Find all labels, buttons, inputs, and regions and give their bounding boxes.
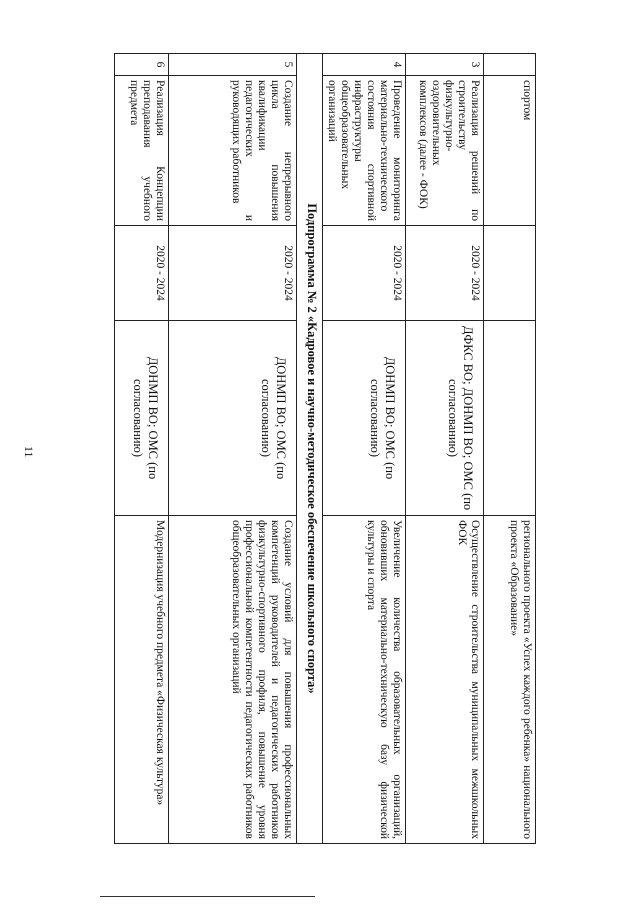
subprogram-row xyxy=(297,54,323,844)
responsible-cell: ДФКС ВО; ДОНМП ВО; ОМС (по согласованию) xyxy=(406,321,484,516)
event-cell: Создание непрерывного цикла повышения квалификации педагогических и руководящих работников xyxy=(169,76,297,226)
period-cell: 2020 - 2024 xyxy=(323,226,406,321)
row-number: 3 xyxy=(406,54,484,76)
period-cell xyxy=(484,226,536,321)
result-cell: регионального проекта «Успех каждого ребенка» национального проекта «Образование» xyxy=(484,516,536,844)
table-row xyxy=(484,54,536,844)
row-number xyxy=(484,54,536,76)
row-number: 6 xyxy=(115,54,169,76)
result-cell: Увеличение количества образовательных организаций, обновивших материально-техническую базу физической культуры и спорта xyxy=(323,516,406,844)
rotated-table-area xyxy=(96,53,536,843)
table-row xyxy=(169,54,297,844)
period-cell: 2020 - 2024 xyxy=(115,226,169,321)
row-number: 5 xyxy=(169,54,297,76)
event-cell: спортом xyxy=(484,76,536,226)
footnote-divider xyxy=(100,896,315,897)
subprogram-title: Подпрограмма № 2 «Кадровое и научно-методическое обеспечение школьного спорта» xyxy=(297,54,323,844)
event-cell: Реализация решений по строительству физкультурно-оздоровительных комплексов (далее - ФОК) xyxy=(406,76,484,226)
page-number: 11 xyxy=(22,446,36,458)
table-row xyxy=(323,54,406,844)
event-cell: Проведение мониторинга материально-технического состояния спортивной инфраструктуры общеобразовательных организаций xyxy=(323,76,406,226)
responsible-cell: ДОНМП ВО; ОМС (по согласованию) xyxy=(115,321,169,516)
responsible-cell: ДОНМП ВО; ОМС (по согласованию) xyxy=(323,321,406,516)
result-cell: Осуществление строительства муниципальных межшкольных ФОК xyxy=(406,516,484,844)
row-number: 4 xyxy=(323,54,406,76)
table-row xyxy=(115,54,169,844)
table-row xyxy=(406,54,484,844)
result-cell: Модернизация учебного предмета «Физическая культура» xyxy=(115,516,169,844)
event-cell: Реализация Концепции преподавания учебного предмета xyxy=(115,76,169,226)
program-table xyxy=(114,53,536,844)
responsible-cell: ДОНМП ВО; ОМС (по согласованию) xyxy=(169,321,297,516)
period-cell: 2020 - 2024 xyxy=(406,226,484,321)
responsible-cell xyxy=(484,321,536,516)
result-cell: Создание условий для повышения профессиональных компетенций руководителей и педагогических работников физкультурно-спортивного профиля, повышение уровня профессиональной компетентности педагогических работников общеобразовательных организаций xyxy=(169,516,297,844)
period-cell: 2020 - 2024 xyxy=(169,226,297,321)
